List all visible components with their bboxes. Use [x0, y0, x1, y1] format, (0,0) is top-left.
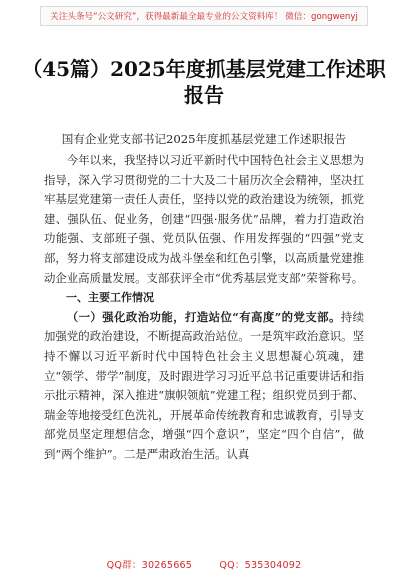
- title-line-2: 报告: [184, 83, 224, 107]
- document-body: [44, 151, 364, 465]
- qq-number-text: QQ：535304092: [219, 560, 302, 571]
- subsection-text: 持续加强党的政治建设，不断提高政治站位。一是筑牢政治意识。坚持不懈以习近平新时代中国特色社会主义思想凝心筑魂，建立“领学、带学”制度，及时跟进学习习近平总书记重要讲话和指示批示精神，深入推进“旗帜领航”党建工程；组织党员到于都、瑞金等地接受红色洗礼，开展革命传统教育和忠诚教育，引导支部党员坚定理想信念，增强“四个意识”，坚定“四个自信”，做到“两个维护”。二是严肃政治生活。认真: [44, 309, 364, 461]
- qq-group-text: QQ群：30265665: [106, 560, 193, 571]
- paragraph-intro: 今年以来，我坚持以习近平新时代中国特色社会主义思想为指导，深入学习贯彻党的二十大及二十届历次全会精神，坚决扛牢基层党建第一责任人责任，坚持以党的政治建设为统领，抓党建、强队伍、促业务，创建“四强·服务优”品牌，着力打造政治功能强、支部班子强、党员队伍强、作用发挥强的“四强”党支部，努力将支部建设成为战斗堡垒和红色引擎，以高质量党建推动企业高质量发展。支部获评全市“优秀基层党支部”荣誉称号。: [44, 153, 364, 285]
- paragraph-section-1: [44, 308, 364, 465]
- top-promo-text: 关注头条号“公文研究”，获得最新最全最专业的公文资料库！ 微信：gongwenyj: [50, 12, 358, 22]
- title-line-1: （45篇）2025年度抓基层党建工作述职: [22, 57, 386, 81]
- top-promo-banner: [40, 6, 368, 26]
- subsection-heading: （一）强化政治功能，打造站位“有高度”的党支部。: [66, 309, 341, 324]
- bottom-contact-banner: [0, 557, 408, 571]
- document-title: [20, 56, 388, 108]
- section-heading: 一、主要工作情况: [66, 291, 154, 305]
- document-subtitle: 国有企业党支部书记2025年度抓基层党建工作述职报告: [61, 132, 347, 146]
